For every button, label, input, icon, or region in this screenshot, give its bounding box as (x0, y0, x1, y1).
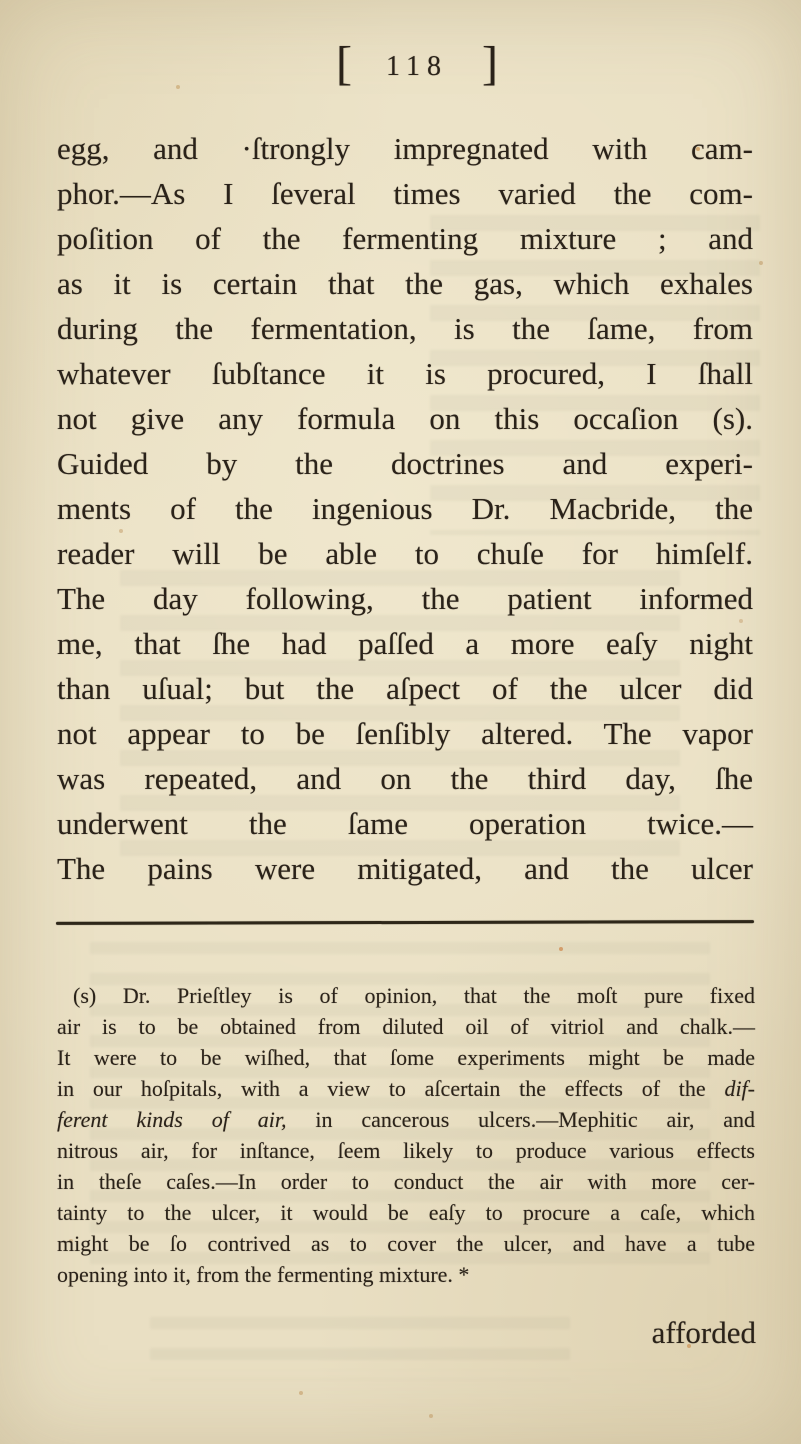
body-line: egg, and ·ſtrongly impregnated with cam- (57, 131, 753, 166)
page-number: 118 (386, 51, 448, 82)
catchword: afforded (651, 1315, 756, 1350)
page-header (336, 37, 498, 90)
body-line: than uſual; but the aſpect of the ulcer did (57, 671, 753, 706)
body-line: poſition of the fermenting mixture ; and (57, 221, 753, 256)
footnote-separator (56, 920, 754, 925)
body-line: The pains were mitigated, and the ulcer (57, 851, 753, 886)
body-line: as it is certain that the gas, which exhales (57, 266, 753, 301)
body-line: was repeated, and on the third day, ſhe (57, 761, 753, 796)
footnote-text (57, 980, 755, 1290)
footnote-text-segment: opening into it, from the fermenting mixture. * (57, 1262, 470, 1287)
body-line: during the fermentation, is the ſame, from (57, 311, 753, 346)
footnote-text-segment: in our hoſpitals, with a view to aſcertain the effects of the (57, 1076, 725, 1101)
page-number-bracket-left: [ (336, 37, 353, 90)
footnote-line (57, 1197, 755, 1228)
footnote-text-segment: nitrous air, for inſtance, ſeem likely to produce various effects (57, 1138, 755, 1163)
footnote-text-segment: in cancerous ulcers.—Mephitic air, and (286, 1107, 755, 1132)
footnote-text-segment: in theſe caſes.—In order to conduct the air with more cer- (57, 1169, 755, 1194)
footnote-text-segment: air is to be obtained from diluted oil of vitriol and chalk.— (57, 1014, 755, 1039)
body-line: The day following, the patient informed (57, 581, 753, 616)
body-line: underwent the ſame operation twice.— (57, 806, 753, 841)
footnote-line (57, 1011, 755, 1042)
foxing-specks (0, 0, 2, 2)
body-line: phor.—As I ſeveral times varied the com- (57, 176, 753, 211)
footnote-text-segment: tainty to the ulcer, it would be eaſy to procure a caſe, which (57, 1200, 755, 1225)
body-line: not give any formula on this occaſion (s). (57, 401, 753, 436)
body-line: whatever ſubſtance it is procured, I ſhall (57, 356, 753, 391)
footnote-italic-text: dif- (724, 1076, 755, 1101)
footnote-line (57, 1073, 755, 1104)
body-line: reader will be able to chuſe for himſelf. (57, 536, 753, 571)
footnote-text-segment: It were to be wiſhed, that ſome experiments might be made (57, 1045, 755, 1070)
show-through-ghost (150, 1310, 570, 1380)
body-line: ments of the ingenious Dr. Macbride, the (57, 491, 753, 526)
footnote-line (57, 980, 755, 1011)
footnote-text-segment: might be ſo contrived as to cover the ulcer, and have a tube (57, 1231, 755, 1256)
footnote-line (57, 1135, 755, 1166)
footnote-line (57, 1228, 755, 1259)
body-line: me, that ſhe had paſſed a more eaſy night (57, 626, 753, 661)
footnote-line (57, 1259, 755, 1290)
body-text (57, 126, 753, 891)
footnote-line (57, 1104, 755, 1135)
page-number-bracket-right: ] (481, 37, 498, 90)
footnote-italic-text: ferent kinds of air, (57, 1107, 287, 1132)
body-line: Guided by the doctrines and experi- (57, 446, 753, 481)
body-line: not appear to be ſenſibly altered. The vapor (57, 716, 753, 751)
footnote-line (57, 1166, 755, 1197)
footnote-text-segment: (s) Dr. Prieſtley is of opinion, that the moſt pure fixed (73, 983, 755, 1008)
footnote-line (57, 1042, 755, 1073)
